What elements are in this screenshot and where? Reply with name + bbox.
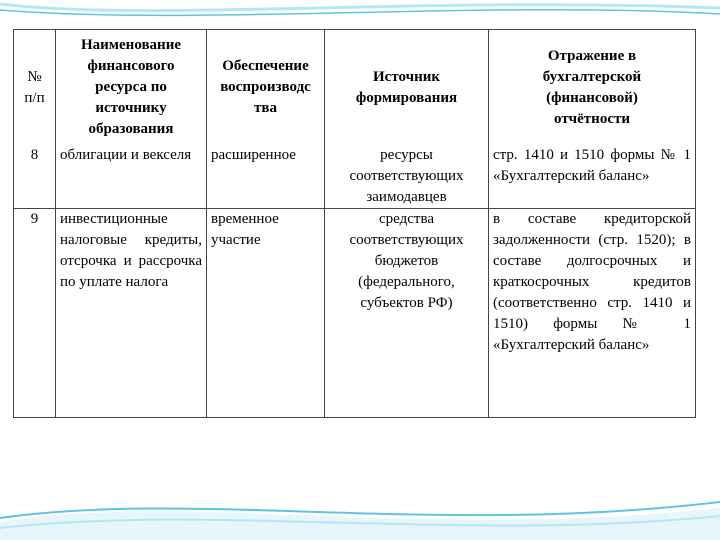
row-reflection: стр. 1410 и 1510 формы № 1 «Бухгалтерский баланс» bbox=[489, 145, 696, 209]
resources-table bbox=[13, 29, 696, 418]
header-number: № п/п bbox=[14, 30, 56, 146]
row-resource-name: облигации и векселя bbox=[56, 145, 207, 209]
row-source: ресурсы соответствующих заимодавцев bbox=[325, 145, 489, 209]
header-resource-name: Наименование финансового ресурса по источнику образования bbox=[56, 30, 207, 146]
row-reproduction: временное участие bbox=[207, 209, 325, 418]
bottom-wave-decoration bbox=[0, 470, 720, 540]
table-row bbox=[14, 145, 696, 209]
row-number: 8 bbox=[14, 145, 56, 209]
row-number: 9 bbox=[14, 209, 56, 418]
header-reflection: Отражение в бухгалтерской (финансовой) отчётности bbox=[489, 30, 696, 146]
row-source: средства соответствующих бюджетов (федерального, субъектов РФ) bbox=[325, 209, 489, 418]
row-resource-name: инвестиционные налоговые кредиты, отсрочка и рассрочка по уплате налога bbox=[56, 209, 207, 418]
row-reflection: в составе кредиторской задолженности (стр. 1520); в составе долгосрочных и краткосрочных кредитов (соответственно стр. 1410 и 1510) формы № 1 «Бухгалтерский баланс» bbox=[489, 209, 696, 418]
row-reproduction: расширенное bbox=[207, 145, 325, 209]
table-header-row bbox=[14, 30, 696, 146]
header-source: Источник формирования bbox=[325, 30, 489, 146]
header-reproduction: Обеспечение воспроизводс тва bbox=[207, 30, 325, 146]
table-row bbox=[14, 209, 696, 418]
